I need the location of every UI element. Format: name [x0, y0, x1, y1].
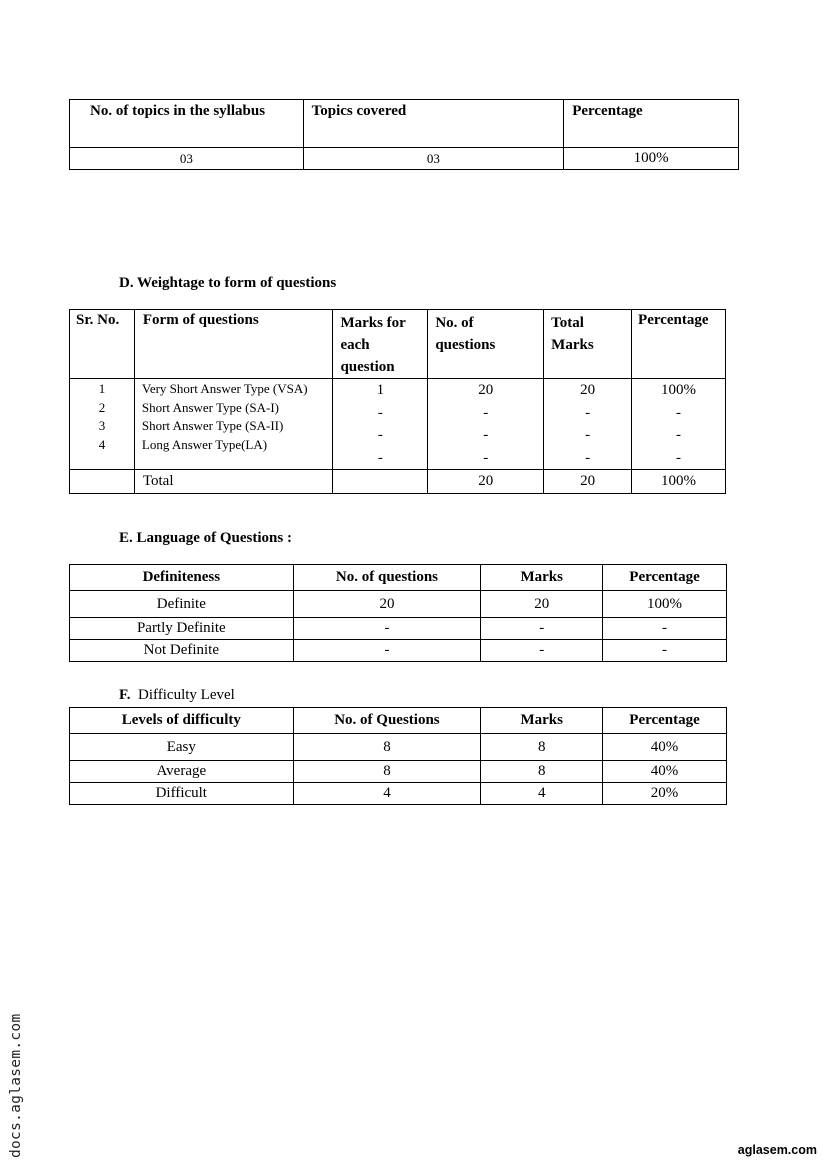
- header-form-of-questions: Form of questions: [134, 310, 333, 379]
- weightage-table: [69, 309, 726, 494]
- questions-cell: -: [293, 640, 481, 662]
- table-row: [70, 761, 727, 783]
- table-row: [70, 640, 727, 662]
- header-no-of-questions-e: No. of questions: [293, 565, 481, 591]
- syllabus-coverage-table: [69, 99, 739, 170]
- header-percentage: Percentage: [564, 100, 739, 148]
- form-list: [134, 379, 333, 470]
- definiteness-cell: Definite: [70, 591, 294, 618]
- sr-no: 2: [98, 399, 106, 415]
- total-marks-value: -: [585, 449, 591, 466]
- footer-brand: aglasem.com: [737, 1143, 817, 1157]
- questions-cell: 4: [293, 783, 481, 805]
- form-of-question: Long Answer Type(LA): [141, 436, 268, 452]
- marks-cell: 20: [481, 591, 603, 618]
- cell-topics-covered: 03: [303, 148, 564, 170]
- header-topics-in-syllabus: No. of topics in the syllabus: [70, 100, 304, 148]
- noq-value: -: [483, 427, 489, 443]
- table-row: [70, 783, 727, 805]
- table-row: [70, 618, 727, 640]
- header-marks-f: Marks: [481, 708, 603, 734]
- percentage-cell: 40%: [603, 734, 727, 761]
- header-marks-each-question: Marks for each question: [333, 310, 428, 379]
- header-levels-of-difficulty: Levels of difficulty: [70, 708, 294, 734]
- percentage-cell: -: [603, 640, 727, 662]
- questions-cell: 8: [293, 761, 481, 783]
- percentage-cell: 20%: [603, 783, 727, 805]
- percentage-value: -: [676, 404, 682, 421]
- marks-value: -: [377, 449, 383, 466]
- total-label: Total: [134, 470, 333, 494]
- marks-list: [333, 379, 428, 470]
- header-topics-covered: Topics covered: [303, 100, 564, 148]
- total-marks-value: -: [585, 404, 591, 421]
- marks-value: -: [377, 427, 383, 443]
- definiteness-cell: Partly Definite: [70, 618, 294, 640]
- form-of-question: Very Short Answer Type (VSA): [141, 381, 308, 396]
- percentage-cell: 40%: [603, 761, 727, 783]
- noq-value: -: [483, 449, 489, 466]
- header-percentage-d: Percentage: [632, 310, 726, 379]
- total-marks-value: -: [585, 427, 591, 443]
- header-percentage-e: Percentage: [603, 565, 727, 591]
- section-f-heading: [119, 687, 235, 704]
- questions-cell: 20: [293, 591, 481, 618]
- header-total-marks: Total Marks: [544, 310, 632, 379]
- sr-no-list: [70, 379, 135, 470]
- header-marks-e: Marks: [481, 565, 603, 591]
- header-definiteness: Definiteness: [70, 565, 294, 591]
- side-watermark: docs.aglasem.com: [8, 1013, 24, 1158]
- header-no-of-questions-f: No. of Questions: [293, 708, 481, 734]
- marks-cell: -: [481, 618, 603, 640]
- percentage-value: -: [676, 449, 682, 466]
- noq-value: 20: [478, 382, 494, 398]
- header-sr-no: Sr. No.: [70, 310, 135, 379]
- marks-cell: -: [481, 640, 603, 662]
- form-of-question: Short Answer Type (SA-I): [141, 399, 280, 415]
- noq-value: -: [483, 404, 489, 421]
- header-no-of-questions: No. of questions: [428, 310, 544, 379]
- section-e-heading: E. Language of Questions :: [119, 530, 292, 546]
- marks-value: 1: [376, 382, 385, 398]
- total-total-marks: 20: [544, 470, 632, 494]
- questions-cell: 8: [293, 734, 481, 761]
- table-row: [70, 734, 727, 761]
- cell-topics-count: 03: [70, 148, 304, 170]
- section-d-heading: D. Weightage to form of questions: [119, 275, 337, 291]
- sr-no: 4: [98, 436, 106, 452]
- percentage-cell: 100%: [603, 591, 727, 618]
- sr-no: 1: [98, 381, 106, 396]
- marks-cell: 8: [481, 761, 603, 783]
- difficulty-cell: Easy: [70, 734, 294, 761]
- total-marks-value: 20: [580, 382, 596, 398]
- section-f-letter: F.: [119, 687, 131, 703]
- difficulty-cell: Difficult: [70, 783, 294, 805]
- difficulty-cell: Average: [70, 761, 294, 783]
- definiteness-cell: Not Definite: [70, 640, 294, 662]
- total-percentage: 100%: [632, 470, 726, 494]
- total-row-sr-empty: [70, 470, 135, 494]
- table-row: [70, 591, 727, 618]
- questions-cell: -: [293, 618, 481, 640]
- header-percentage-f: Percentage: [603, 708, 727, 734]
- language-table: [69, 564, 727, 662]
- percentage-value: 100%: [661, 382, 697, 398]
- marks-cell: 8: [481, 734, 603, 761]
- total-no-of-questions: 20: [428, 470, 544, 494]
- total-marks-list: [544, 379, 632, 470]
- percentage-value: -: [676, 427, 682, 443]
- percentage-list: [632, 379, 726, 470]
- difficulty-table: [69, 707, 727, 805]
- section-f-title: Difficulty Level: [138, 687, 235, 703]
- cell-percentage: 100%: [564, 148, 739, 170]
- noq-list: [428, 379, 544, 470]
- percentage-cell: -: [603, 618, 727, 640]
- form-of-question: Short Answer Type (SA-II): [141, 418, 284, 433]
- marks-cell: 4: [481, 783, 603, 805]
- total-row-marks-empty: [333, 470, 428, 494]
- marks-value: -: [377, 404, 383, 421]
- sr-no: 3: [98, 418, 106, 433]
